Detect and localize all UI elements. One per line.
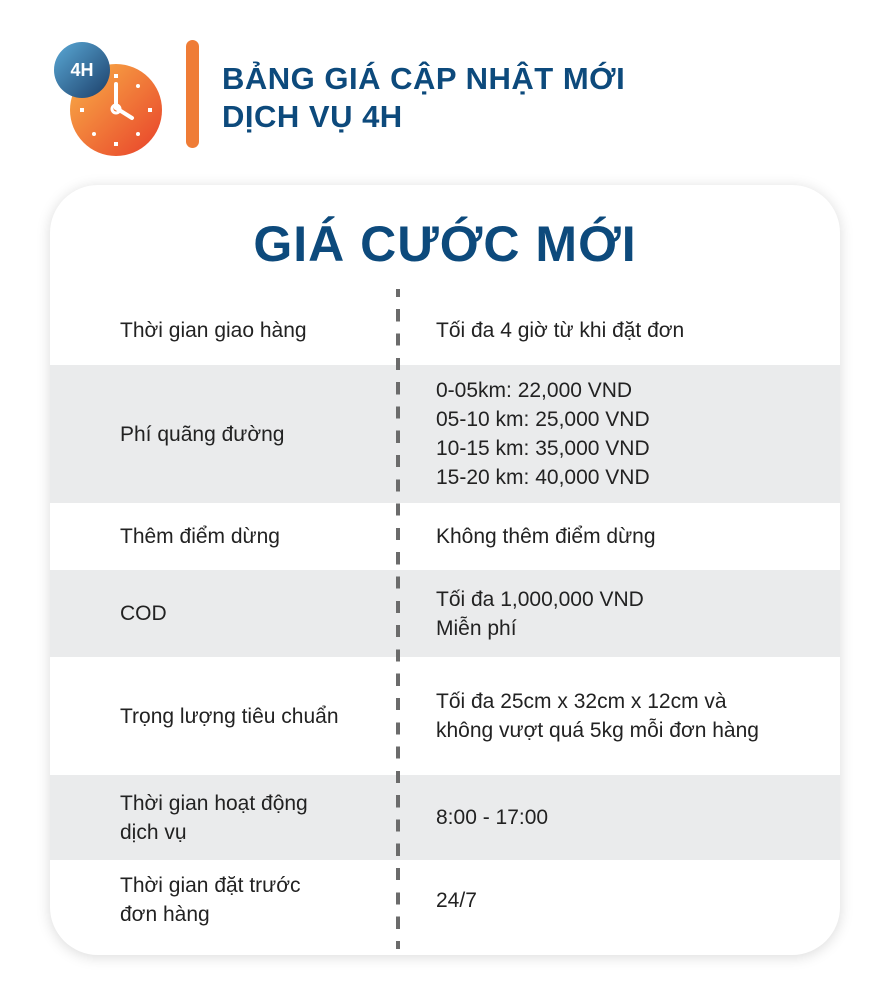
row-label	[50, 522, 400, 551]
label-line: Thêm điểm dừng	[120, 525, 280, 548]
label-line: Thời gian đặt trước	[120, 874, 301, 897]
price-table	[50, 295, 840, 940]
label-line: đơn hàng	[120, 903, 210, 926]
label-line: Trọng lượng tiêu chuẩn	[120, 704, 339, 728]
row-label	[50, 789, 400, 847]
column-divider	[396, 289, 400, 949]
value-line: Không thêm điểm dừng	[436, 525, 656, 548]
label-line: dịch vụ	[120, 820, 187, 844]
row-label	[50, 599, 400, 628]
table-row	[50, 657, 840, 775]
label-line: Thời gian giao hàng	[120, 318, 307, 342]
card-title: GIÁ CƯỚC MỚI	[253, 216, 637, 272]
table-row	[50, 775, 840, 860]
table-row	[50, 503, 840, 570]
page-title	[222, 60, 625, 136]
label-line: Thời gian hoạt động	[120, 791, 308, 815]
table-row	[50, 860, 840, 940]
row-value	[400, 522, 656, 551]
row-value	[400, 585, 644, 643]
table-row	[50, 295, 840, 365]
value-line: 10-15 km: 35,000 VND	[436, 437, 650, 460]
label-line: COD	[120, 602, 167, 625]
title-line-1: BẢNG GIÁ CẬP NHẬT MỚI	[222, 61, 626, 96]
title-line-2: DỊCH VỤ 4H	[222, 99, 403, 134]
table-row	[50, 365, 840, 503]
row-label	[50, 871, 400, 929]
row-value	[400, 803, 548, 832]
row-label	[50, 420, 400, 449]
value-line: Tối đa 1,000,000 VND	[436, 587, 644, 611]
row-value	[400, 886, 477, 915]
accent-bar	[186, 40, 199, 148]
row-value	[400, 376, 650, 492]
value-line: không vượt quá 5kg mỗi đơn hàng	[436, 719, 759, 742]
value-line: Tối đa 25cm x 32cm x 12cm và	[436, 690, 727, 713]
row-label	[50, 316, 400, 345]
row-value	[400, 687, 759, 745]
value-line: 15-20 km: 40,000 VND	[436, 466, 650, 489]
value-line: Miễn phí	[436, 616, 517, 640]
row-value	[400, 316, 684, 345]
clock-4h-logo-icon	[48, 38, 168, 158]
value-line: Tối đa 4 giờ từ khi đặt đơn	[436, 318, 685, 342]
value-line: 05-10 km: 25,000 VND	[436, 408, 650, 431]
table-row	[50, 570, 840, 657]
row-label	[50, 702, 400, 731]
price-card	[50, 185, 840, 955]
label-line: Phí quãng đường	[120, 422, 285, 446]
value-line: 8:00 - 17:00	[436, 806, 549, 829]
svg-text:4H: 4H	[70, 60, 94, 80]
value-line: 24/7	[436, 888, 477, 912]
value-line: 0-05km: 22,000 VND	[436, 379, 633, 402]
